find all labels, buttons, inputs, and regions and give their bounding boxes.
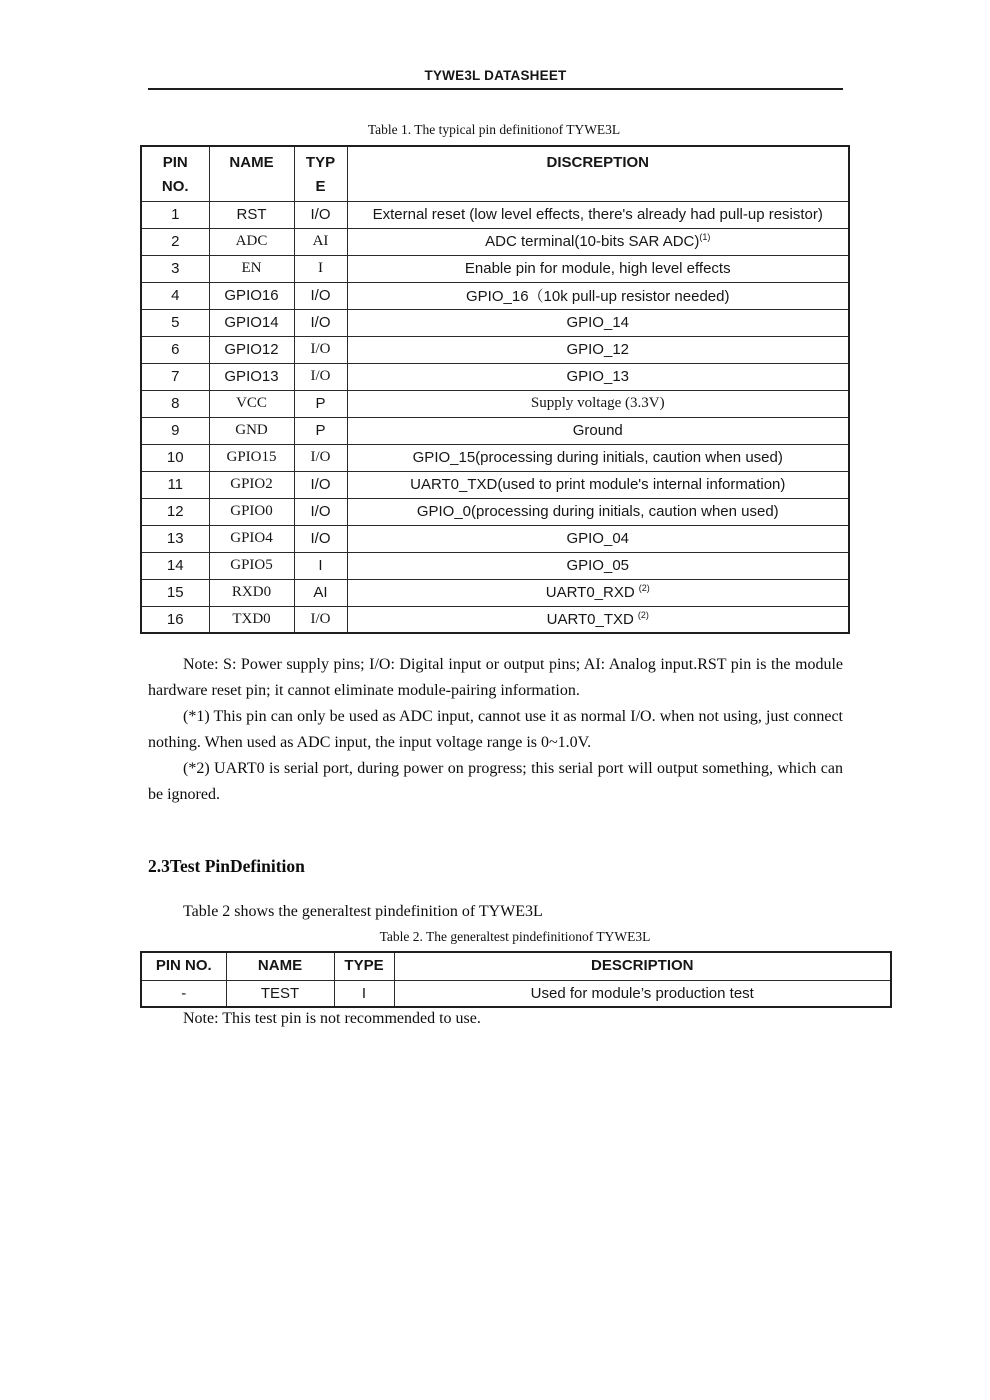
pin-type-cell: P xyxy=(294,390,347,417)
pin-type-cell: I xyxy=(294,255,347,282)
pin-desc-cell: GPIO_16（10k pull-up resistor needed) xyxy=(347,282,849,309)
table2-caption: Table 2. The generaltest pindefinitionof TYWE3L xyxy=(379,929,651,944)
pin-name-cell: ADC xyxy=(209,228,294,255)
pin-desc-cell: UART0_RXD $^{(2)}$ xyxy=(347,579,849,606)
table2-intro: Table 2 shows the generaltest pindefinition of TYWE3L xyxy=(183,903,543,920)
table-row xyxy=(141,363,849,390)
pin-no-cell: 16 xyxy=(141,606,209,633)
table-row xyxy=(141,552,849,579)
table-row xyxy=(141,390,849,417)
pin-type-cell: P xyxy=(294,417,347,444)
pin-desc-cell: UART0_TXD $^{(2)}$ xyxy=(347,606,849,633)
pin-name-cell: GPIO2 xyxy=(209,471,294,498)
pin-type-cell: I/O xyxy=(294,471,347,498)
pin-name-cell: TXD0 xyxy=(209,606,294,633)
pin-desc-cell: GPIO_0(processing during initials, caution when used) xyxy=(347,498,849,525)
table-header-row xyxy=(141,952,891,980)
pin-desc-cell: Supply voltage (3.3V) xyxy=(347,390,849,417)
pin-no-cell: 5 xyxy=(141,309,209,336)
pin-desc-cell: GPIO_04 xyxy=(347,525,849,552)
pin-desc-cell: UART0_TXD(used to print module's internal information) xyxy=(347,471,849,498)
table-row xyxy=(141,228,849,255)
pin-name-cell: VCC xyxy=(209,390,294,417)
pin-desc-cell: Ground xyxy=(347,417,849,444)
section-heading: 2.3Test PinDefinition xyxy=(148,856,305,876)
footnote-marker: (1) xyxy=(699,232,711,242)
notes-block xyxy=(148,652,843,808)
pin-type-cell: I xyxy=(294,552,347,579)
table-row xyxy=(141,336,849,363)
pin-name-cell: GPIO4 xyxy=(209,525,294,552)
table-row xyxy=(141,444,849,471)
pin-no-cell: 9 xyxy=(141,417,209,444)
pin-no-cell: 8 xyxy=(141,390,209,417)
col-header-description: DISCREPTION xyxy=(347,146,849,201)
pin-type-cell: I/O xyxy=(294,363,347,390)
pin-no-cell: 7 xyxy=(141,363,209,390)
pin-no-cell: 13 xyxy=(141,525,209,552)
pin-no-cell: 11 xyxy=(141,471,209,498)
pin-no-cell: 15 xyxy=(141,579,209,606)
pin-name-cell: GND xyxy=(209,417,294,444)
col-header-name: NAME xyxy=(209,146,294,201)
pin-name-cell: GPIO0 xyxy=(209,498,294,525)
table-row xyxy=(141,606,849,633)
note-paragraph: (*1) This pin can only be used as ADC input, cannot use it as normal I/O. when not using, just connect nothing. When used as ADC input, the input voltage range is 0~1.0V. xyxy=(148,708,843,751)
pin-type-cell: I/O xyxy=(294,336,347,363)
page-header-title: TYWE3L DATASHEET xyxy=(424,68,567,83)
pin-type-cell: I/O xyxy=(294,444,347,471)
footnote-marker: (2) xyxy=(638,583,650,593)
table-row xyxy=(141,525,849,552)
pin-definition-table xyxy=(140,145,850,634)
pin-name-cell: GPIO16 xyxy=(209,282,294,309)
pin-no-cell: 1 xyxy=(141,201,209,228)
pin-type-cell: I/O xyxy=(294,606,347,633)
pin-desc-cell: ADC terminal(10-bits SAR ADC)$^{(1)}$ xyxy=(347,228,849,255)
col-header-type: TYPE xyxy=(334,952,394,980)
pin-no-cell: 2 xyxy=(141,228,209,255)
note-paragraph: Note: S: Power supply pins; I/O: Digital input or output pins; AI: Analog input.RST pin is the module hardware reset pin; it cannot eliminate module-pairing information. xyxy=(148,656,843,699)
col-header-pin-no: PIN NO. xyxy=(141,146,209,201)
pin-name-cell: GPIO12 xyxy=(209,336,294,363)
pin-name-cell: EN xyxy=(209,255,294,282)
pin-no-cell: - xyxy=(141,980,226,1007)
table1-caption: Table 1. The typical pin definitionof TYWE3L xyxy=(367,122,621,137)
table-row xyxy=(141,309,849,336)
page-header xyxy=(148,68,843,90)
col-header-type: TYP E xyxy=(294,146,347,201)
pin-desc-cell: GPIO_05 xyxy=(347,552,849,579)
pin-desc-cell: Enable pin for module, high level effects xyxy=(347,255,849,282)
pin-desc-cell: External reset (low level effects, there's already had pull-up resistor) xyxy=(347,201,849,228)
col-header-description: DESCRIPTION xyxy=(394,952,891,980)
pin-type-cell: I/O xyxy=(294,525,347,552)
pin-type-cell: I/O xyxy=(294,309,347,336)
pin-no-cell: 6 xyxy=(141,336,209,363)
pin-desc-cell: GPIO_15(processing during initials, caution when used) xyxy=(347,444,849,471)
table-row xyxy=(141,201,849,228)
pin-name-cell: RST xyxy=(209,201,294,228)
footnote-marker: (2) xyxy=(637,609,649,620)
pin-no-cell: 4 xyxy=(141,282,209,309)
table-row xyxy=(141,255,849,282)
pin-desc-cell: Used for module’s production test xyxy=(394,980,891,1007)
pin-no-cell: 12 xyxy=(141,498,209,525)
pin-name-cell: GPIO5 xyxy=(209,552,294,579)
table-row xyxy=(141,417,849,444)
pin-type-cell: I xyxy=(334,980,394,1007)
col-header-name: NAME xyxy=(226,952,334,980)
table2-note: Note: This test pin is not recommended to use. xyxy=(183,1010,481,1027)
pin-no-cell: 14 xyxy=(141,552,209,579)
pin-desc-cell: GPIO_14 xyxy=(347,309,849,336)
pin-type-cell: I/O xyxy=(294,201,347,228)
table-row xyxy=(141,471,849,498)
col-header-pin-no: PIN NO. xyxy=(141,952,226,980)
pin-name-cell: GPIO15 xyxy=(209,444,294,471)
pin-name-cell: RXD0 xyxy=(209,579,294,606)
test-pin-table xyxy=(140,951,892,1008)
table-header-row xyxy=(141,146,849,201)
pin-name-cell: GPIO13 xyxy=(209,363,294,390)
table-row xyxy=(141,579,849,606)
table-row xyxy=(141,498,849,525)
pin-type-cell: AI xyxy=(294,579,347,606)
pin-desc-cell: GPIO_13 xyxy=(347,363,849,390)
pin-type-cell: AI xyxy=(294,228,347,255)
pin-type-cell: I/O xyxy=(294,282,347,309)
pin-name-cell: GPIO14 xyxy=(209,309,294,336)
pin-no-cell: 3 xyxy=(141,255,209,282)
table-row xyxy=(141,980,891,1007)
note-paragraph: (*2) UART0 is serial port, during power on progress; this serial port will output something, which can be ignored. xyxy=(148,760,843,803)
pin-desc-cell: GPIO_12 xyxy=(347,336,849,363)
pin-no-cell: 10 xyxy=(141,444,209,471)
table-row xyxy=(141,282,849,309)
pin-name-cell: TEST xyxy=(226,980,334,1007)
pin-type-cell: I/O xyxy=(294,498,347,525)
